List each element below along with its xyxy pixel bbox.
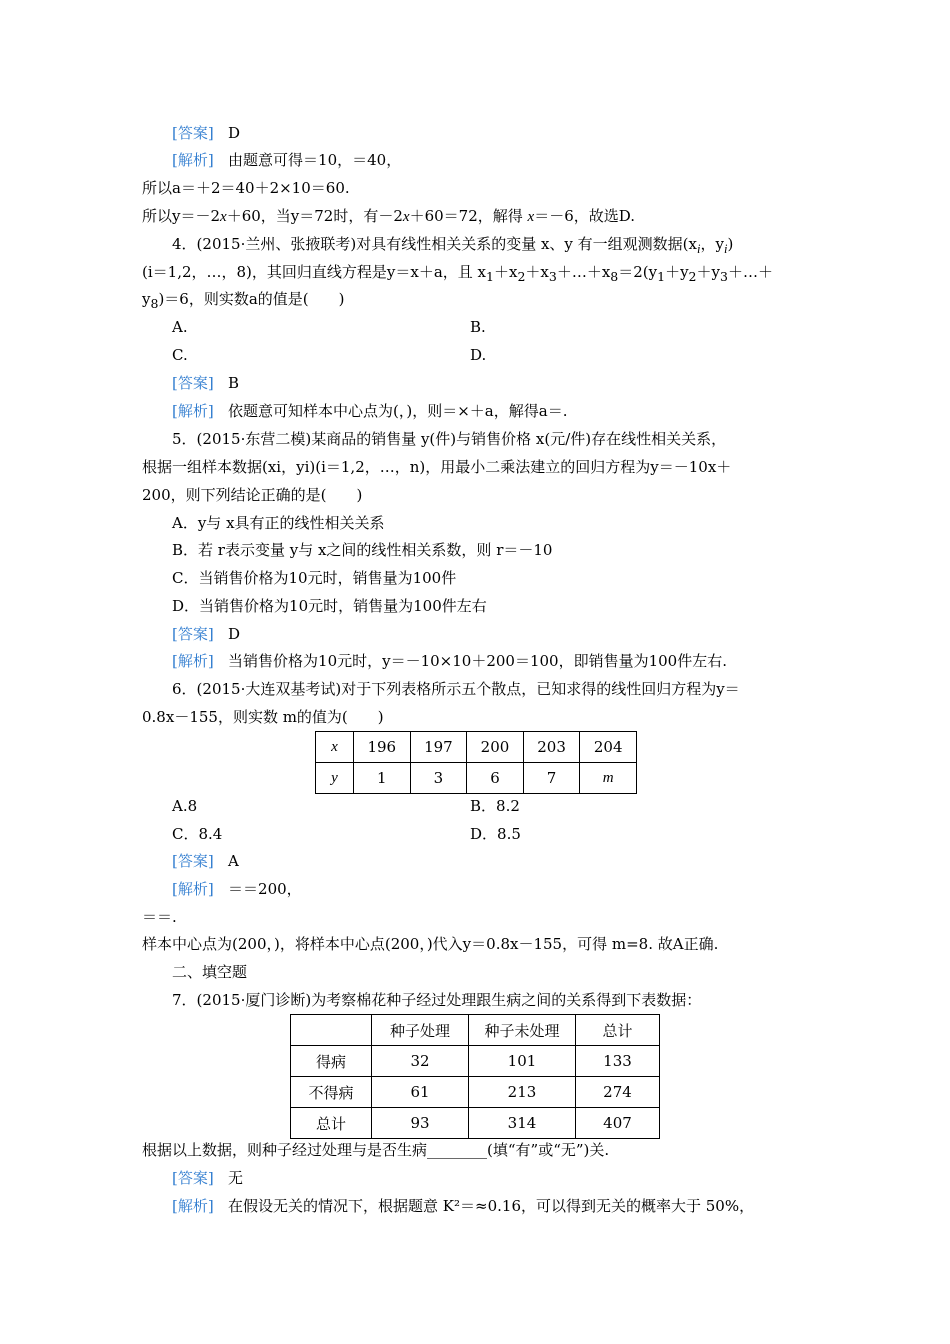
q7-answer-line <box>172 1168 243 1188</box>
analysis-tag: [解析] <box>172 652 214 670</box>
table-cell: 314 <box>469 1108 576 1139</box>
q6-option-d: D．8.5 <box>470 825 521 843</box>
q7-analysis: 在假设无关的情况下，根据题意 K²＝≈0.16，可以得到无关的概率大于 50%， <box>228 1197 755 1215</box>
answer-tag: [答案] <box>172 374 214 392</box>
q3-analysis-line <box>172 150 401 170</box>
table-cell: 200 <box>467 732 524 763</box>
q6-analysis-line <box>172 879 302 899</box>
answer-tag: [答案] <box>172 625 214 643</box>
analysis-tag: [解析] <box>172 151 214 169</box>
table-cell: 得病 <box>291 1046 372 1077</box>
table-row <box>316 732 637 763</box>
q5-option-c: C．当销售价格为10元时，销售量为100件 <box>172 569 457 587</box>
table-cell: 总计 <box>291 1108 372 1139</box>
table-row <box>291 1077 660 1108</box>
q4-stem-3: $y_8)=6$，则实数a的值是( ) <box>142 290 345 311</box>
table-cell: 133 <box>576 1046 660 1077</box>
q4-option-a: A. <box>172 318 188 336</box>
q4-option-c: C. <box>172 346 188 364</box>
q6-stem-1: 6．(2015·大连双基考试)对于下列表格所示五个散点，已知求得的线性回归方程为y＝ <box>172 680 740 698</box>
table-cell: 6 <box>467 763 524 794</box>
answer-tag: [答案] <box>172 1169 214 1187</box>
q3-analysis-3: 所以y＝－2x＋60，当y＝72时，有－2x＋60＝72，解得 x＝－6，故选D. <box>142 207 636 225</box>
q5-stem-3: 200，则下列结论正确的是( ) <box>142 486 363 504</box>
table-header-cell: 种子处理 <box>372 1015 469 1046</box>
table-cell: 203 <box>523 732 580 763</box>
q5-option-d: D．当销售价格为10元时，销售量为100件左右 <box>172 597 487 615</box>
q7-stem-2: 根据以上数据，则种子经过处理与是否生病________(填“有”或“无”)关. <box>142 1141 610 1159</box>
q6-data-table <box>315 731 637 794</box>
q6-analysis-1: ＝＝200， <box>228 880 302 898</box>
q5-analysis: 当销售价格为10元时，y＝－10×10＋200＝100，即销售量为100件左右. <box>228 652 727 670</box>
q6-option-c: C．8.4 <box>172 825 223 843</box>
q5-stem-1: 5．(2015·东营二模)某商品的销售量 y(件)与销售价格 x(元/件)存在线性相关关系， <box>172 430 727 448</box>
q3-analysis-2: 所以a＝＋2＝40＋2×10＝60. <box>142 179 350 197</box>
q6-stem-2: 0.8x－155，则实数 m的值为( ) <box>142 708 384 726</box>
table-cell: y <box>316 763 354 794</box>
q4-analysis-line <box>172 401 567 421</box>
table-cell: 7 <box>523 763 580 794</box>
q4-option-d: D. <box>470 346 487 364</box>
table-cell: m <box>580 763 637 794</box>
q4-analysis: 依题意可知样本中心点为(，)，则＝×＋a，解得a＝. <box>228 402 568 420</box>
q5-option-a: A．y与 x具有正的线性相关关系 <box>172 514 385 532</box>
table-row <box>316 763 637 794</box>
q4-stem-1: 4．(2015·兰州、张掖联考)对具有线性相关关系的变量 x、y 有一组观测数据($x_i$，$y_i$) <box>172 235 734 256</box>
table-header-cell: 总计 <box>576 1015 660 1046</box>
q6-option-a: A.8 <box>172 797 198 815</box>
q6-option-b: B．8.2 <box>470 797 520 815</box>
table-row <box>291 1108 660 1139</box>
q7-analysis-line <box>172 1196 754 1216</box>
q4-stem-2: (i＝1,2，…，8)，其回归直线方程是y＝x＋a，且 $x_1+x_2+x_3+\dots+x_8=2(y_1+y_2+y_3+\dots+$ <box>142 263 773 284</box>
analysis-tag: [解析] <box>172 1197 214 1215</box>
q6-analysis-3: 样本中心点为(200，)，将样本中心点(200，)代入y＝0.8x－155，可得 m=8. 故A正确. <box>142 935 719 953</box>
table-cell: 101 <box>469 1046 576 1077</box>
analysis-tag: [解析] <box>172 880 214 898</box>
q5-stem-2: 根据一组样本数据(xi，yi)(i＝1,2，…，n)，用最小二乘法建立的回归方程为y＝－10x＋ <box>142 458 732 476</box>
q6-analysis-2: ＝＝. <box>142 908 177 926</box>
q7-stem-1: 7．(2015·厦门诊断)为考察棉花种子经过处理跟生病之间的关系得到下表数据： <box>172 991 702 1009</box>
table-cell: 196 <box>354 732 411 763</box>
q5-answer-line <box>172 624 240 644</box>
table-cell: 274 <box>576 1077 660 1108</box>
table-header-cell <box>291 1015 372 1046</box>
q7-answer: 无 <box>228 1169 244 1187</box>
table-cell: 204 <box>580 732 637 763</box>
table-cell: 1 <box>354 763 411 794</box>
q5-option-b: B．若 r表示变量 y与 x之间的线性相关系数，则 r＝－10 <box>172 541 553 559</box>
section-heading: 二、填空题 <box>172 963 248 981</box>
answer-tag: [答案] <box>172 852 214 870</box>
q6-answer: A <box>228 852 239 870</box>
table-cell: 407 <box>576 1108 660 1139</box>
q6-answer-line <box>172 851 239 871</box>
q5-answer: D <box>228 625 241 643</box>
q3-answer-line <box>172 123 240 143</box>
table-cell: 不得病 <box>291 1077 372 1108</box>
table-cell: x <box>316 732 354 763</box>
table-cell: 3 <box>410 763 467 794</box>
table-cell: 61 <box>372 1077 469 1108</box>
q4-answer: B <box>228 374 240 392</box>
q3-answer: D <box>228 124 241 142</box>
q5-analysis-line <box>172 651 727 671</box>
table-cell: 32 <box>372 1046 469 1077</box>
table-header-cell: 种子未处理 <box>469 1015 576 1046</box>
analysis-tag: [解析] <box>172 402 214 420</box>
q3-analysis-1: 由题意可得＝10，＝40， <box>228 151 402 169</box>
table-row <box>291 1015 660 1046</box>
table-cell: 197 <box>410 732 467 763</box>
table-cell: 93 <box>372 1108 469 1139</box>
q7-data-table <box>290 1014 660 1139</box>
table-cell: 213 <box>469 1077 576 1108</box>
q4-option-b: B. <box>470 318 486 336</box>
q4-answer-line <box>172 373 239 393</box>
table-row <box>291 1046 660 1077</box>
answer-tag: [答案] <box>172 124 214 142</box>
